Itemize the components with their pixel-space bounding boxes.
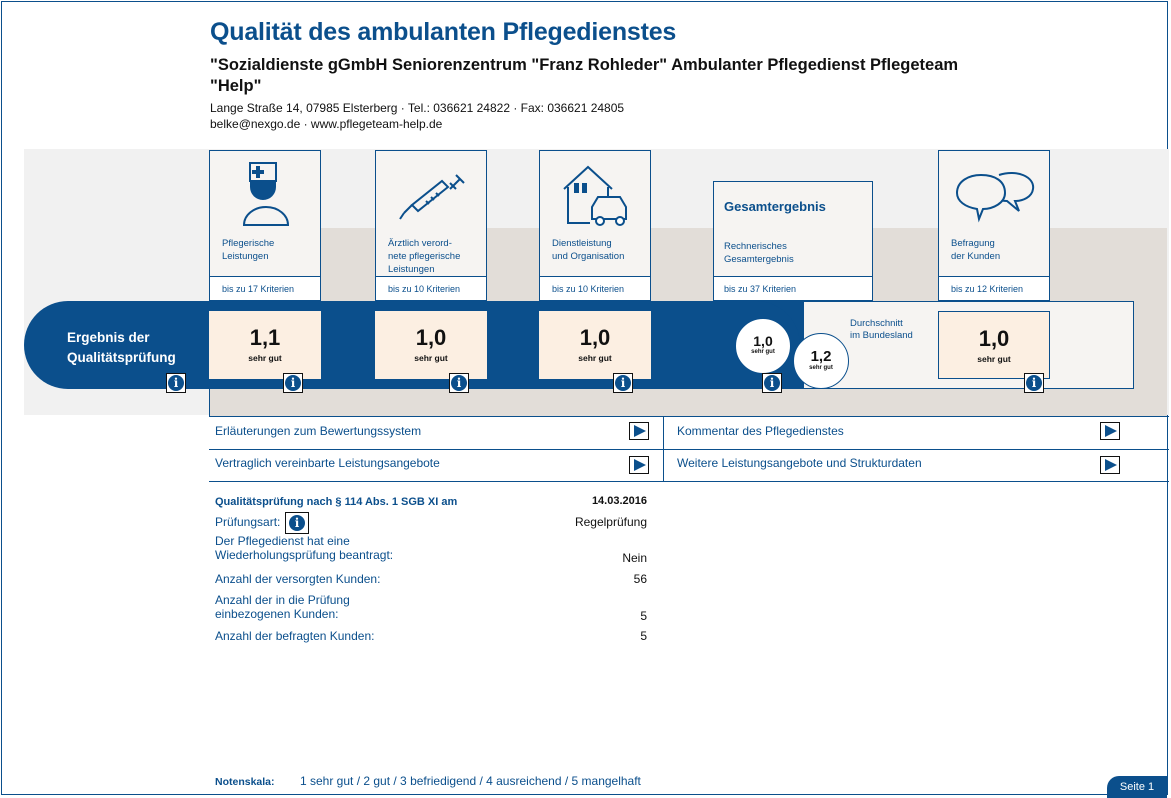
included-clients-value: 5 — [640, 609, 647, 623]
info-icon: i — [168, 375, 184, 391]
grade-text: sehr gut — [414, 353, 448, 363]
criteria-count: bis zu 37 Kriterien — [714, 276, 872, 300]
link-comment[interactable]: Kommentar des Pflegedienstes — [677, 424, 844, 438]
avg-grade-text: sehr gut — [809, 365, 833, 371]
clients-value: 56 — [633, 572, 647, 586]
asked-clients-value: 5 — [640, 629, 647, 643]
info-icon: i — [615, 375, 631, 391]
state-average-label: Durchschnitt im Bundesland — [850, 318, 913, 341]
info-button-dienstleistung[interactable] — [613, 373, 633, 393]
grade-value: 1,0 — [415, 325, 447, 350]
divider — [209, 449, 1169, 450]
address-line: Lange Straße 14, 07985 Elsterberg · Tel.: 036621 24822 · Fax: 036621 24805 — [210, 101, 625, 115]
category-card-dienstleistung — [539, 150, 651, 301]
house-car-icon — [560, 163, 632, 227]
category-card-gesamt — [713, 181, 873, 301]
avg-grade-value: 1,2 — [810, 348, 832, 365]
category-label: Befragung der Kunden — [951, 238, 1001, 262]
info-button-exam-type[interactable] — [285, 512, 309, 534]
clients-label: Anzahl der versorgten Kunden: — [215, 572, 381, 586]
info-button-pflege[interactable] — [283, 373, 303, 393]
divider — [209, 389, 210, 417]
divider — [663, 416, 664, 482]
info-icon: i — [451, 375, 467, 391]
info-icon: i — [285, 375, 301, 391]
play-button-contract[interactable] — [629, 456, 649, 474]
repeat-exam-label: Der Pflegedienst hat eine Wiederholungsprüfung beantragt: — [215, 534, 394, 562]
play-button-comment[interactable] — [1100, 422, 1120, 440]
category-card-befragung — [938, 150, 1050, 301]
category-label: Rechnerisches Gesamtergebnis — [724, 241, 794, 265]
contact-line: belke@nexgo.de · www.pflegeteam-help.de — [210, 117, 443, 131]
nurse-icon — [242, 161, 290, 227]
play-button-explanations[interactable] — [629, 422, 649, 440]
category-card-aerztlich — [375, 150, 487, 301]
provider-address — [210, 100, 624, 132]
provider-name: "Sozialdienste gGmbH Seniorenzentrum "Franz Rohleder" Ambulanter Pflegedienst Pflegeteam "Help" — [210, 56, 959, 95]
result-bar-label: Ergebnis der Qualitätsprüfung — [67, 330, 176, 365]
syringe-icon — [398, 171, 468, 223]
info-icon: i — [289, 515, 305, 531]
overall-title: Gesamtergebnis — [724, 199, 826, 214]
overall-grade-circle — [735, 318, 791, 374]
category-label: Pflegerische Leistungen — [222, 238, 275, 262]
category-label: Dienstleistung und Organisation — [552, 238, 625, 262]
divider — [209, 481, 1169, 482]
link-explanations[interactable]: Erläuterungen zum Bewertungssystem — [215, 424, 422, 438]
grade-text: sehr gut — [248, 353, 282, 363]
grade-value: 1,0 — [753, 333, 773, 349]
grade-value: 1,1 — [249, 325, 281, 350]
grade-scale-label: Notenskala: — [215, 776, 275, 788]
criteria-count: bis zu 10 Kriterien — [540, 276, 650, 300]
grade-dienstleistung — [539, 311, 651, 379]
info-button-gesamt[interactable] — [762, 373, 782, 393]
criteria-count: bis zu 12 Kriterien — [939, 276, 1049, 300]
included-clients-label: Anzahl der in die Prüfung einbezogenen Kunden: — [215, 593, 350, 621]
grade-value: 1,0 — [579, 325, 611, 350]
exam-label: Qualitätsprüfung nach § 114 Abs. 1 SGB XI am — [215, 496, 458, 508]
info-button-result[interactable] — [166, 373, 186, 393]
link-contract-services[interactable]: Vertraglich vereinbarte Leistungsangebote — [215, 456, 440, 470]
exam-type-value: Regelprüfung — [574, 515, 647, 529]
category-card-pflege — [209, 150, 321, 301]
grade-text: sehr gut — [977, 354, 1011, 364]
speech-bubbles-icon — [953, 169, 1037, 223]
grade-text: sehr gut — [578, 353, 612, 363]
grade-value: 1,0 — [978, 326, 1010, 351]
category-label: Ärztlich verord- nete pflegerische Leistungen — [388, 238, 461, 275]
repeat-exam-value: Nein — [622, 551, 647, 565]
exam-type-label: Prüfungsart: — [215, 515, 281, 529]
state-average-circle — [793, 333, 849, 389]
info-button-befragung[interactable] — [1024, 373, 1044, 393]
divider — [209, 416, 1169, 417]
asked-clients-label: Anzahl der befragten Kunden: — [215, 629, 375, 643]
exam-date: 14.03.2016 — [591, 495, 647, 507]
info-button-aerztlich[interactable] — [449, 373, 469, 393]
criteria-count: bis zu 17 Kriterien — [210, 276, 320, 300]
grade-scale: 1 sehr gut / 2 gut / 3 befriedigend / 4 ausreichend / 5 mangelhaft — [300, 774, 641, 788]
link-more-services[interactable]: Weitere Leistungsangebote und Strukturdaten — [677, 456, 922, 470]
play-button-more[interactable] — [1100, 456, 1120, 474]
page-title: Qualität des ambulanten Pflegedienstes — [210, 18, 677, 46]
grade-befragung — [938, 311, 1050, 379]
info-icon: i — [764, 375, 780, 391]
criteria-count: bis zu 10 Kriterien — [376, 276, 486, 300]
page-number: Seite 1 — [1107, 776, 1167, 798]
grade-aerztlich — [375, 311, 487, 379]
info-icon: i — [1026, 375, 1042, 391]
grade-pflege — [209, 311, 321, 379]
grade-text: sehr gut — [751, 349, 775, 355]
